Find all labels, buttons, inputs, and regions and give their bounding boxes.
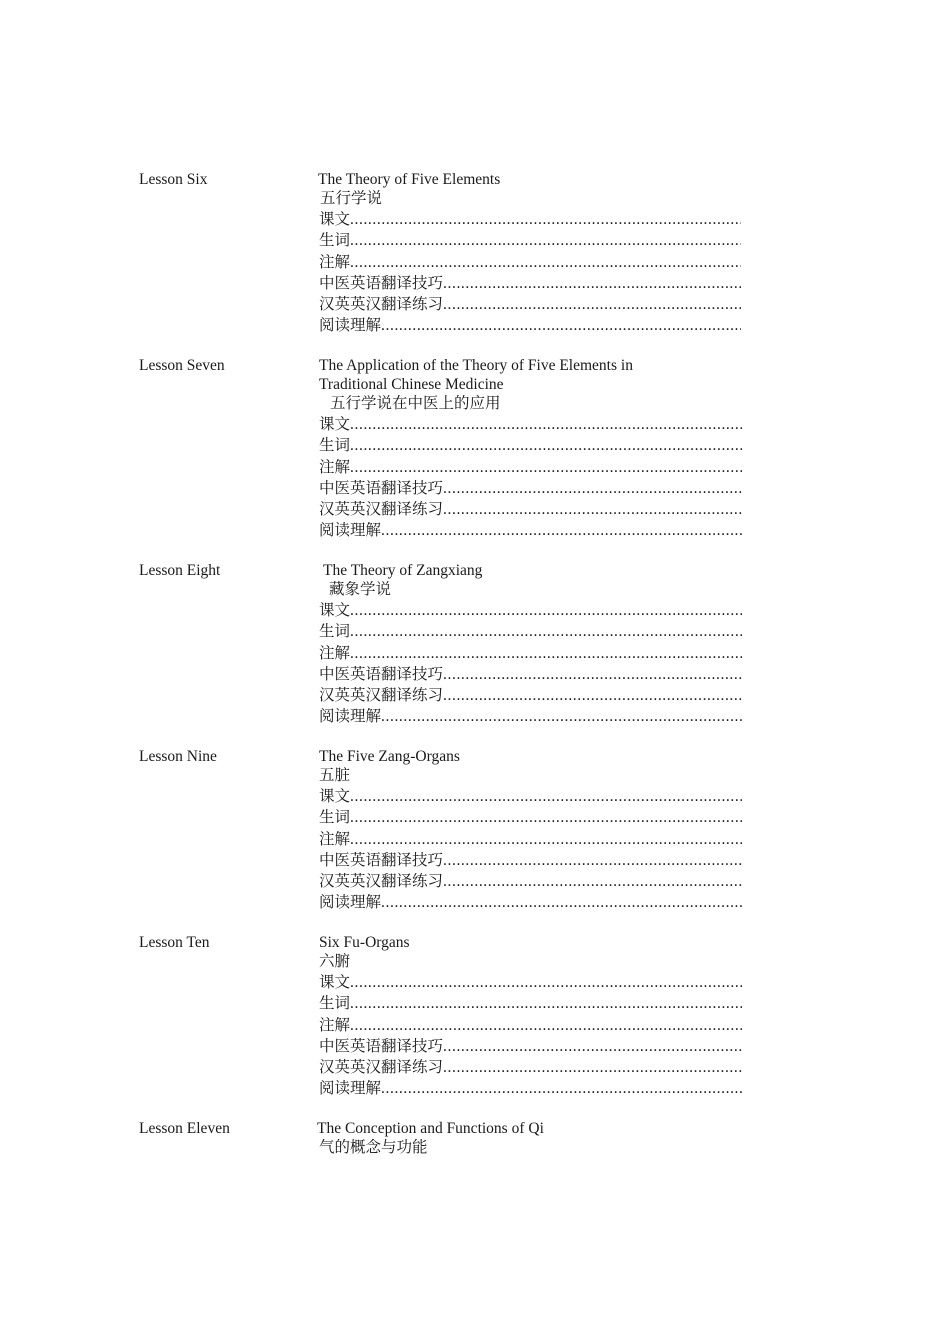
dot-leader	[350, 600, 742, 621]
dot-leader	[350, 457, 742, 478]
dot-leader	[443, 664, 742, 685]
dot-leader	[443, 850, 742, 871]
entry-list	[319, 786, 742, 914]
toc-entry[interactable]	[319, 972, 742, 993]
entry-label: 中医英语翻译技巧	[319, 1037, 444, 1055]
dot-leader	[381, 1078, 742, 1099]
entry-label: 注解	[319, 1016, 351, 1034]
toc-entry[interactable]	[319, 435, 742, 456]
entry-label: 课文	[319, 974, 351, 991]
toc-entry[interactable]	[319, 807, 742, 828]
entry-label: 阅读理解	[319, 317, 382, 335]
lesson-title-zh: 五行学说	[320, 190, 383, 207]
entry-label: 中医英语翻译技巧	[319, 274, 444, 292]
entry-label: 汉英英汉翻译练习	[319, 687, 444, 705]
entry-label: 汉英英汉翻译练习	[319, 501, 444, 519]
lesson-title-zh: 五行学说在中医上的应用	[330, 395, 501, 412]
dot-leader	[350, 643, 742, 664]
lesson-body	[319, 933, 742, 1100]
entry-list	[319, 600, 742, 728]
lesson-title-en: The Conception and Functions of Qi	[317, 1120, 544, 1137]
lesson-label: Lesson Six	[139, 171, 208, 188]
entry-label: 注解	[319, 644, 351, 662]
entry-label: 汉英英汉翻译练习	[319, 1059, 444, 1077]
toc-entry[interactable]	[319, 621, 742, 642]
entry-label: 课文	[319, 602, 351, 619]
toc-entry[interactable]	[319, 600, 742, 621]
dot-leader	[350, 209, 741, 230]
dot-leader	[381, 315, 741, 336]
dot-leader	[443, 499, 742, 520]
lesson-title-zh: 五脏	[319, 767, 351, 784]
dot-leader	[443, 478, 742, 499]
dot-leader	[350, 786, 742, 807]
dot-leader	[350, 414, 742, 435]
dot-leader	[350, 230, 741, 251]
toc-entry[interactable]	[319, 829, 742, 850]
dot-leader	[443, 294, 741, 315]
dot-leader	[381, 892, 742, 913]
lesson-body	[318, 170, 741, 337]
lesson-label: Lesson Nine	[139, 748, 217, 765]
lesson-title-zh: 气的概念与功能	[319, 1139, 428, 1156]
lesson-body	[317, 1119, 740, 1158]
toc-entry[interactable]	[319, 230, 741, 251]
toc-entry[interactable]	[319, 1078, 742, 1099]
toc-entry[interactable]	[319, 273, 741, 294]
dot-leader	[443, 871, 742, 892]
toc-entry[interactable]	[319, 664, 742, 685]
entry-label: 汉英英汉翻译练习	[319, 296, 444, 314]
dot-leader	[443, 273, 741, 294]
toc-entry[interactable]	[319, 294, 741, 315]
toc-entry[interactable]	[319, 520, 742, 541]
toc-entry[interactable]	[319, 786, 742, 807]
toc-entry[interactable]	[319, 414, 742, 435]
lesson-title-en: The Five Zang-Organs	[319, 748, 460, 765]
entry-list	[319, 414, 742, 542]
lesson-label: Lesson Eleven	[139, 1120, 230, 1137]
entry-label: 中医英语翻译技巧	[319, 479, 444, 497]
dot-leader	[443, 1057, 742, 1078]
dot-leader	[443, 1036, 742, 1057]
lesson-title-en: The Theory of Five Elements	[318, 171, 501, 188]
dot-leader	[350, 807, 742, 828]
toc-entry[interactable]	[319, 1036, 742, 1057]
toc-entry[interactable]	[319, 209, 741, 230]
entry-label: 课文	[319, 788, 351, 805]
entry-label: 课文	[319, 211, 351, 228]
lesson-title-zh: 六腑	[319, 953, 351, 970]
toc-entry[interactable]	[319, 892, 742, 913]
dot-leader	[350, 993, 742, 1014]
lesson-label: Lesson Seven	[139, 357, 225, 374]
entry-label: 课文	[319, 416, 351, 433]
entry-label: 阅读理解	[319, 1080, 382, 1098]
dot-leader	[381, 706, 742, 727]
toc-entry[interactable]	[319, 252, 741, 273]
dot-leader	[350, 1015, 742, 1036]
entry-label: 中医英语翻译技巧	[319, 851, 444, 869]
toc-entry[interactable]	[319, 685, 742, 706]
toc-entry[interactable]	[319, 457, 742, 478]
dot-leader	[350, 621, 742, 642]
toc-entry[interactable]	[319, 871, 742, 892]
toc-entry[interactable]	[319, 478, 742, 499]
lesson-title-en: Six Fu-Organs	[319, 934, 410, 951]
lesson-body	[319, 747, 742, 914]
dot-leader	[350, 829, 742, 850]
dot-leader	[350, 435, 742, 456]
toc-entry[interactable]	[319, 315, 741, 336]
dot-leader	[350, 972, 742, 993]
lesson-label: Lesson Eight	[139, 562, 221, 579]
lesson-label: Lesson Ten	[139, 934, 210, 951]
dot-leader	[350, 252, 741, 273]
entry-label: 阅读理解	[319, 894, 382, 912]
entry-list	[319, 972, 742, 1100]
entry-label: 中医英语翻译技巧	[319, 665, 444, 683]
entry-label: 注解	[319, 830, 351, 848]
entry-label: 汉英英汉翻译练习	[319, 873, 444, 891]
entry-label: 生词	[319, 623, 351, 641]
dot-leader	[443, 685, 742, 706]
entry-label: 生词	[319, 995, 351, 1013]
toc-entry[interactable]	[319, 993, 742, 1014]
toc-entry[interactable]	[319, 1057, 742, 1078]
lesson-body	[319, 356, 742, 542]
lesson-body	[319, 561, 742, 728]
lesson-title-zh: 藏象学说	[329, 581, 392, 598]
toc-entry[interactable]	[319, 850, 742, 871]
entry-label: 阅读理解	[319, 708, 382, 726]
entry-label: 生词	[319, 809, 351, 827]
toc-entry[interactable]	[319, 1015, 742, 1036]
entry-label: 生词	[319, 232, 351, 250]
toc-entry[interactable]	[319, 706, 742, 727]
entry-label: 注解	[319, 458, 351, 476]
lesson-title-en: The Theory of Zangxiang	[323, 562, 483, 579]
toc-entry[interactable]	[319, 499, 742, 520]
entry-label: 注解	[319, 253, 351, 271]
toc-entry[interactable]	[319, 643, 742, 664]
lesson-title-en-line-2: Traditional Chinese Medicine	[319, 376, 504, 393]
lesson-title-en-line-1: The Application of the Theory of Five Elements in	[319, 357, 633, 374]
entry-label: 阅读理解	[319, 522, 382, 540]
entry-list	[318, 209, 741, 337]
entry-label: 生词	[319, 437, 351, 455]
dot-leader	[381, 520, 742, 541]
